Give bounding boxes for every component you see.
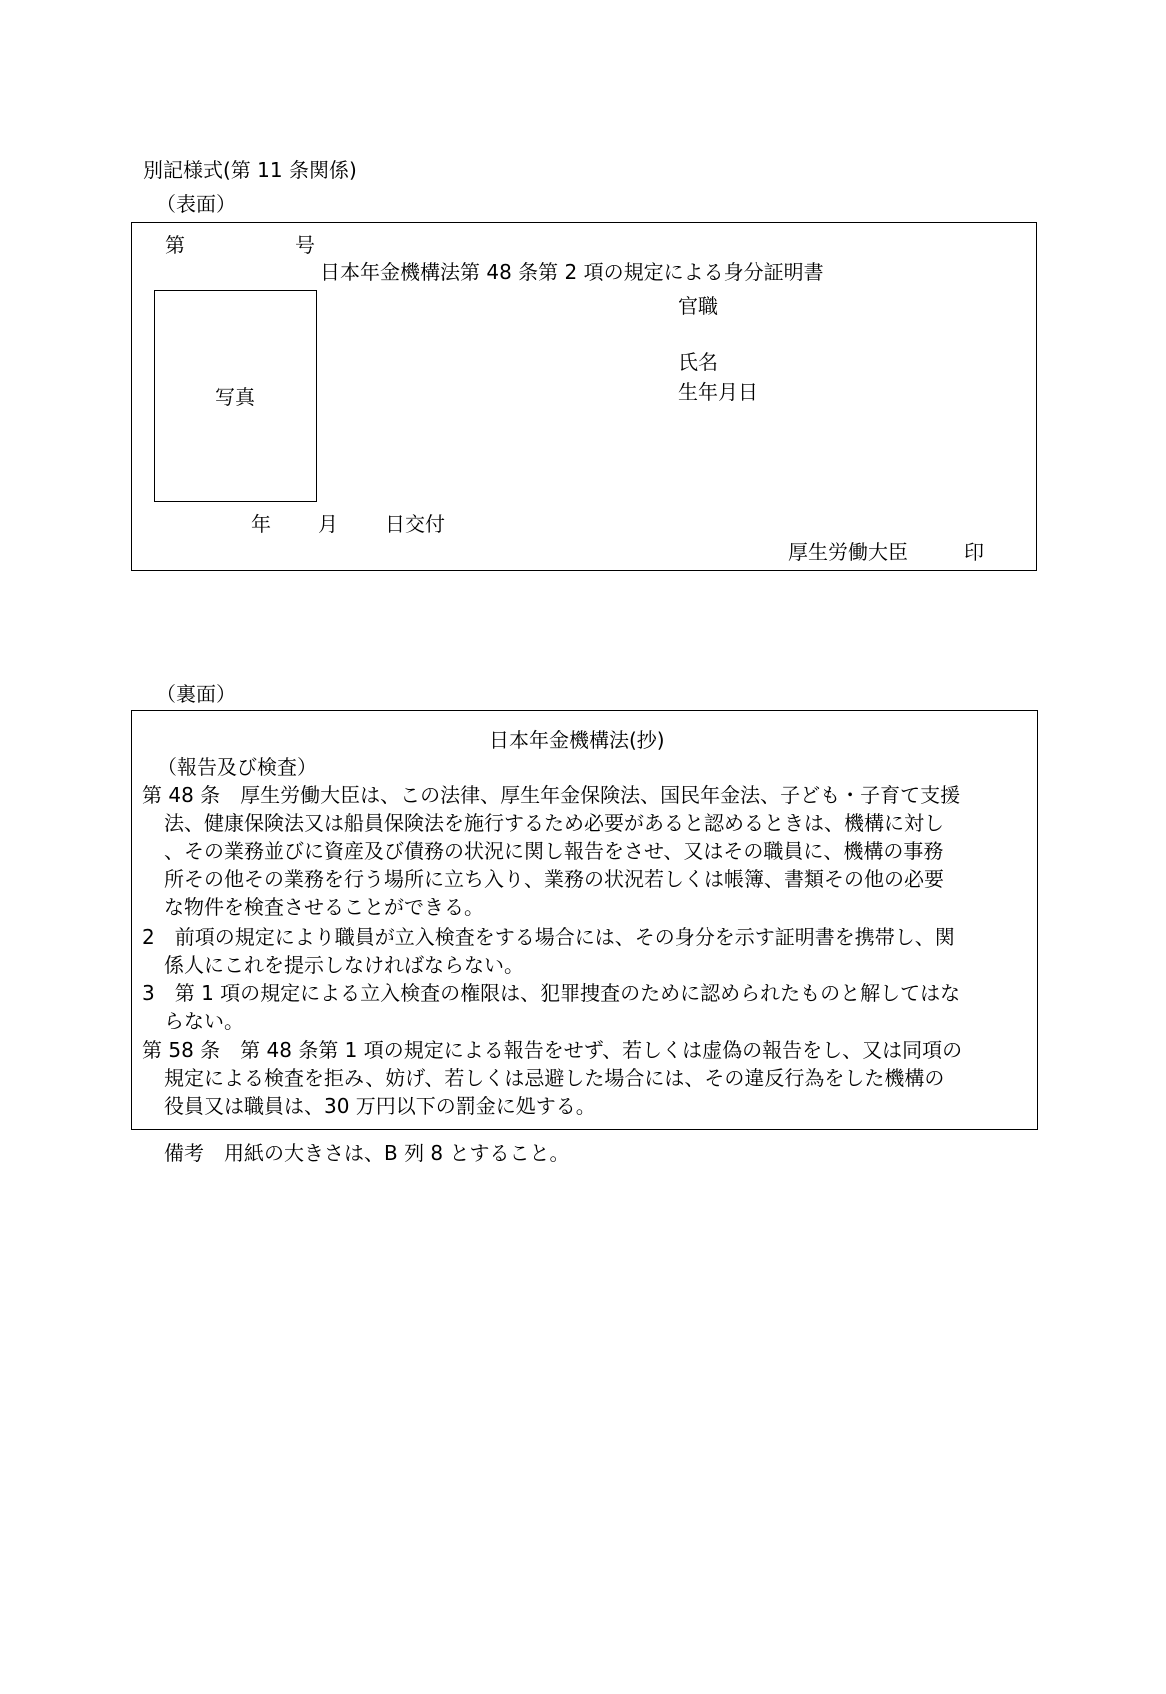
front-side-label: （表面） bbox=[156, 192, 236, 216]
front-card bbox=[131, 222, 1037, 571]
law-line: 、その業務並びに資産及び債務の状況に関し報告をさせ、又はその職員に、機構の事務 bbox=[164, 839, 944, 863]
issue-month: 月 bbox=[318, 512, 338, 536]
photo-label: 写真 bbox=[215, 385, 255, 409]
footer-note: 備考 用紙の大きさは、B 列 8 とすること。 bbox=[164, 1141, 570, 1165]
section-heading: （報告及び検査） bbox=[157, 755, 317, 779]
back-card bbox=[131, 710, 1038, 1130]
law-line: 法、健康保険法又は船員保険法を施行するため必要があると認めるときは、機構に対し bbox=[164, 811, 944, 835]
card-title: 日本年金機構法第 48 条第 2 項の規定による身分証明書 bbox=[320, 260, 824, 284]
back-side-label: （裏面） bbox=[156, 682, 236, 706]
law-line: 係人にこれを提示しなければならない。 bbox=[164, 953, 524, 977]
seal: 印 bbox=[964, 540, 984, 564]
issue-year: 年 bbox=[251, 512, 271, 536]
law-line: な物件を検査させることができる。 bbox=[164, 895, 484, 919]
issue-day: 日交付 bbox=[385, 512, 445, 536]
law-line: 3 第 1 項の規定による立入検査の権限は、犯罪捜査のために認められたものと解してはな bbox=[142, 981, 961, 1005]
law-line: 所その他その業務を行う場所に立ち入り、業務の状況若しくは帳簿、書類その他の必要 bbox=[164, 867, 944, 891]
law-line: 第 48 条 厚生労働大臣は、この法律、厚生年金保険法、国民年金法、子ども・子育て支援 bbox=[142, 783, 961, 807]
law-line: 規定による検査を拒み、妨げ、若しくは忌避した場合には、その違反行為をした機構の bbox=[164, 1066, 945, 1090]
law-line: 第 58 条 第 48 条第 1 項の規定による報告をせず、若しくは虚偽の報告をし、又は同項の bbox=[142, 1038, 963, 1062]
law-line: 役員又は職員は、30 万円以下の罰金に処する。 bbox=[164, 1094, 596, 1118]
field-birthdate: 生年月日 bbox=[678, 380, 758, 404]
number-prefix: 第 bbox=[165, 233, 185, 257]
law-line: らない。 bbox=[164, 1009, 244, 1033]
form-title: 別記様式(第 11 条関係) bbox=[143, 158, 357, 182]
number-suffix: 号 bbox=[295, 233, 315, 257]
field-position: 官職 bbox=[678, 294, 718, 318]
law-title: 日本年金機構法(抄) bbox=[489, 728, 665, 752]
field-name: 氏名 bbox=[678, 350, 718, 374]
photo-box bbox=[154, 290, 317, 502]
issuer: 厚生労働大臣 bbox=[788, 540, 908, 564]
law-line: 2 前項の規定により職員が立入検査をする場合には、その身分を示す証明書を携帯し、関 bbox=[142, 925, 955, 949]
